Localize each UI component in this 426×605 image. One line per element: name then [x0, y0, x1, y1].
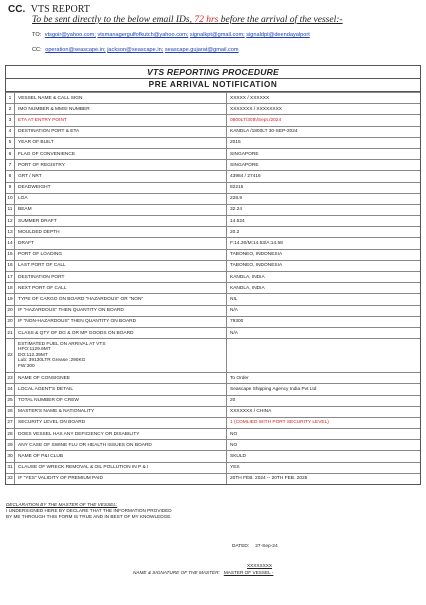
row-number: 21	[6, 327, 15, 338]
row-number: 11	[6, 204, 15, 215]
table-row	[6, 339, 420, 373]
row-value: TABONEO, INDONESIA	[227, 249, 421, 260]
row-label: CLASS & QTY OF DG & OR MP GOODS ON BOARD	[15, 327, 227, 338]
row-value: 0800LT/30th/Sept./2024	[227, 115, 421, 126]
table-row	[6, 115, 420, 126]
table-row	[6, 283, 420, 294]
section-number: CC.	[8, 4, 26, 15]
table-row	[6, 160, 420, 171]
row-label: VESSEL NAME & CALL SIGN	[15, 93, 227, 104]
row-label: DOES VESSEL HAS ANY DEFICIENCY OR DISABILITY	[15, 429, 227, 440]
table-row	[6, 104, 420, 115]
row-label: SUMMER DRAFT	[15, 216, 227, 227]
row-number: 19	[6, 294, 15, 305]
cc-recipients	[32, 47, 239, 53]
row-value: 79300	[227, 316, 421, 327]
fuel-line: Lub: 39130LTR Grease :290KG	[18, 358, 86, 364]
row-value: SKULD	[227, 451, 421, 462]
row-value: N/A	[227, 327, 421, 338]
signature-mark: XXXXXXXX	[247, 563, 273, 568]
row-label: SECURITY LEVEL ON BOARD	[15, 417, 227, 428]
row-number: 27	[6, 417, 15, 428]
row-value: 14.524	[227, 216, 421, 227]
table-row	[6, 294, 420, 305]
table-row	[6, 182, 420, 193]
row-label: BEAM	[15, 204, 227, 215]
table-row	[6, 171, 420, 182]
section-heading	[8, 4, 90, 15]
row-label: IF "YES" VALIDITY OF PREMIUM PAID	[15, 473, 227, 484]
row-value: KANDLA, INDIA	[227, 272, 421, 283]
row-number: 28	[6, 429, 15, 440]
row-label: GRT / NRT	[15, 171, 227, 182]
notification-table	[6, 92, 420, 484]
row-value: 32.24	[227, 204, 421, 215]
row-value: 228.9	[227, 193, 421, 204]
signature-name: MASTER OF VESSEL -	[223, 570, 274, 575]
procedure-title: VTS REPORTING PROCEDURE	[6, 66, 420, 79]
row-value: F:14.30/M:14.53/A:14.58	[227, 238, 421, 249]
row-number: 14	[6, 238, 15, 249]
row-label: DEADWEIGHT	[15, 182, 227, 193]
row-value: Seascape Shipping Agency India Pvt Ltd	[227, 384, 421, 395]
row-label: TOTAL NUMBER OF CREW	[15, 395, 227, 406]
table-row	[6, 440, 420, 451]
row-value: KANDLA, INDIA	[227, 283, 421, 294]
row-label: IF "HAZARDOUS" THEN QUANTITY ON BOARD	[15, 305, 227, 316]
vts-form	[5, 65, 421, 485]
dated-value: 27-Sep-24	[255, 544, 278, 549]
row-number: 30	[6, 451, 15, 462]
row-number: 9	[6, 182, 15, 193]
row-number: 18	[6, 283, 15, 294]
row-number: 29	[6, 440, 15, 451]
row-number: 13	[6, 227, 15, 238]
instruction-post: before the arrival of the vessel:-	[218, 15, 343, 25]
declaration-text: BY ME THROUGH THIS FORM IS TRUE AND IN BEST OF MY KNOWLEDGE.	[6, 514, 172, 519]
row-value: YES	[227, 462, 421, 473]
row-number: 2	[6, 104, 15, 115]
row-label: YEAR OF BUILT	[15, 137, 227, 148]
row-label: FLAG OF CONVENIENCE	[15, 148, 227, 159]
row-label: LAST PORT OF CALL	[15, 260, 227, 271]
row-number: 3	[6, 115, 15, 126]
row-value: 20.2	[227, 227, 421, 238]
row-number: 1	[6, 93, 15, 104]
row-value: XXXXX / XXXXXX	[227, 93, 421, 104]
email-link[interactable]: signaldpt@deendayalport	[246, 32, 310, 38]
row-label: CLAUSE OF WRECK REMOVAL & OIL POLLUTION IN P & I	[15, 462, 227, 473]
row-value: 20	[227, 395, 421, 406]
row-label: LOA	[15, 193, 227, 204]
row-number: 33	[6, 473, 15, 484]
row-number: 6	[6, 148, 15, 159]
table-row	[6, 249, 420, 260]
email-link[interactable]: signalkpt@gmail.com;	[189, 32, 245, 38]
table-row	[6, 126, 420, 137]
row-number: 4	[6, 126, 15, 137]
email-link[interactable]: operation@seascape.in;	[45, 47, 106, 53]
row-value: To Order	[227, 373, 421, 384]
row-number: 31	[6, 462, 15, 473]
to-label: TO:	[32, 32, 42, 38]
section-title: VTS REPORT	[30, 4, 90, 15]
row-value: XXXXXXX / XXXXXXXX	[227, 104, 421, 115]
table-row	[6, 305, 420, 316]
table-row	[6, 204, 420, 215]
dated-label: DATED:	[232, 544, 250, 549]
row-label: DESTINATION PORT & ETA	[15, 126, 227, 137]
fuel-line: FW:300	[18, 364, 35, 370]
table-row	[6, 137, 420, 148]
row-value: NO	[227, 440, 421, 451]
instruction-pre: To be sent directly to the below email IDs,	[32, 15, 195, 25]
row-value: NIL	[227, 294, 421, 305]
row-number: 7	[6, 160, 15, 171]
table-row	[6, 406, 420, 417]
row-value: 20TH FEB. 2024 -- 20TH FEB. 2025	[227, 473, 421, 484]
row-label: NAME OF CONSIGNEE	[15, 373, 227, 384]
row-value: SINGAPORE	[227, 148, 421, 159]
fuel-line: ESTIMATED FUEL ON ARRIVAL AT VTS	[18, 341, 106, 347]
row-label: PORT OF REGISTRY	[15, 160, 227, 171]
row-label: TYPE OF CARGO ON BOARD "HAZARDOUS" OR "NON"	[15, 294, 227, 305]
row-value: XXXXXXX / CHINA	[227, 406, 421, 417]
table-row	[6, 216, 420, 227]
dated-field	[232, 544, 278, 549]
to-recipients	[32, 32, 310, 38]
row-label: DRAFT	[15, 238, 227, 249]
row-value: TABONEO, INDONESIA	[227, 260, 421, 271]
row-label: DESTINATION PORT	[15, 272, 227, 283]
row-number: 26	[6, 406, 15, 417]
table-row	[6, 148, 420, 159]
row-label: ANY CASE OF SWINE FLU OR HEALTH ISSUES ON BOARD	[15, 440, 227, 451]
row-label: IF "NON-HAZARDOUS" THEN QUANTITY ON BOARD	[15, 316, 227, 327]
fuel-line: HFO:1129.6MT	[18, 347, 51, 353]
row-value: 1 (COMLIED WITH PORT SECURITY LEVEL)	[227, 417, 421, 428]
row-number: 24	[6, 384, 15, 395]
row-label: NAME OF P&I CLUB	[15, 451, 227, 462]
master-declaration	[6, 502, 172, 520]
row-number: 8	[6, 171, 15, 182]
notification-title: PRE ARRIVAL NOTIFICATION	[6, 79, 420, 92]
row-value: KANDLA /1800LT 30-SEP-2024	[227, 126, 421, 137]
row-label: NEXT PORT OF CALL	[15, 283, 227, 294]
instruction-line	[32, 15, 343, 25]
table-row	[6, 417, 420, 428]
row-number: 22	[6, 339, 15, 373]
row-value: N/A	[227, 305, 421, 316]
row-number: 16	[6, 260, 15, 271]
table-row	[6, 316, 420, 327]
table-row	[6, 395, 420, 406]
instruction-hours: 72 hrs	[194, 15, 219, 25]
table-row	[6, 327, 420, 338]
table-row	[6, 93, 420, 104]
row-number: 15	[6, 249, 15, 260]
row-number: 20	[6, 316, 15, 327]
fuel-line: DO:112.39MT	[18, 352, 48, 358]
table-row	[6, 373, 420, 384]
table-row	[6, 238, 420, 249]
declaration-text: I UNDERSIGNED HERE BY DECLARE THAT THE INFORMATION PROVIDED	[6, 508, 172, 513]
row-number: 20	[6, 305, 15, 316]
row-label: LOCAL AGENT'S DETAIL	[15, 384, 227, 395]
row-value: 43984 / 27416	[227, 171, 421, 182]
row-label: IMO NUMBER & MMSI NUMBER	[15, 104, 227, 115]
signature-line	[133, 570, 273, 575]
row-value	[227, 339, 421, 373]
row-number: 25	[6, 395, 15, 406]
table-row	[6, 473, 420, 484]
email-link[interactable]: seascape.gujarat@gmail.com	[164, 47, 239, 53]
row-label: ETA AT ENTRY POINT	[15, 115, 227, 126]
email-link[interactable]: jackson@seascape.in;	[107, 47, 164, 53]
row-value: SINGAPORE	[227, 160, 421, 171]
email-link[interactable]: vtsmanagergulfofkutch@yahoo.com;	[97, 32, 189, 38]
table-row	[6, 462, 420, 473]
row-number: 10	[6, 193, 15, 204]
row-label: MASTER'S NAME & NATIONALITY	[15, 406, 227, 417]
row-label: PORT OF LOADING	[15, 249, 227, 260]
row-number: 23	[6, 373, 15, 384]
fuel-estimate-cell	[15, 339, 227, 373]
row-value: 2015	[227, 137, 421, 148]
table-row	[6, 451, 420, 462]
signature-label: NAME & SIGNATURE OF THE MASTER:	[133, 570, 220, 575]
row-label: MOULDED DEPTH	[15, 227, 227, 238]
row-value: 82215	[227, 182, 421, 193]
table-row	[6, 193, 420, 204]
email-link[interactable]: vtsgoir@yahoo.com;	[44, 32, 96, 38]
cc-label: CC:	[32, 47, 42, 53]
row-number: 5	[6, 137, 15, 148]
row-value: NO	[227, 429, 421, 440]
table-row	[6, 384, 420, 395]
row-number: 17	[6, 272, 15, 283]
declaration-heading: DECLARATION BY THE MASTER OF THE VESSEL:	[6, 502, 118, 507]
table-row	[6, 260, 420, 271]
table-row	[6, 429, 420, 440]
table-row	[6, 272, 420, 283]
row-number: 12	[6, 216, 15, 227]
table-row	[6, 227, 420, 238]
